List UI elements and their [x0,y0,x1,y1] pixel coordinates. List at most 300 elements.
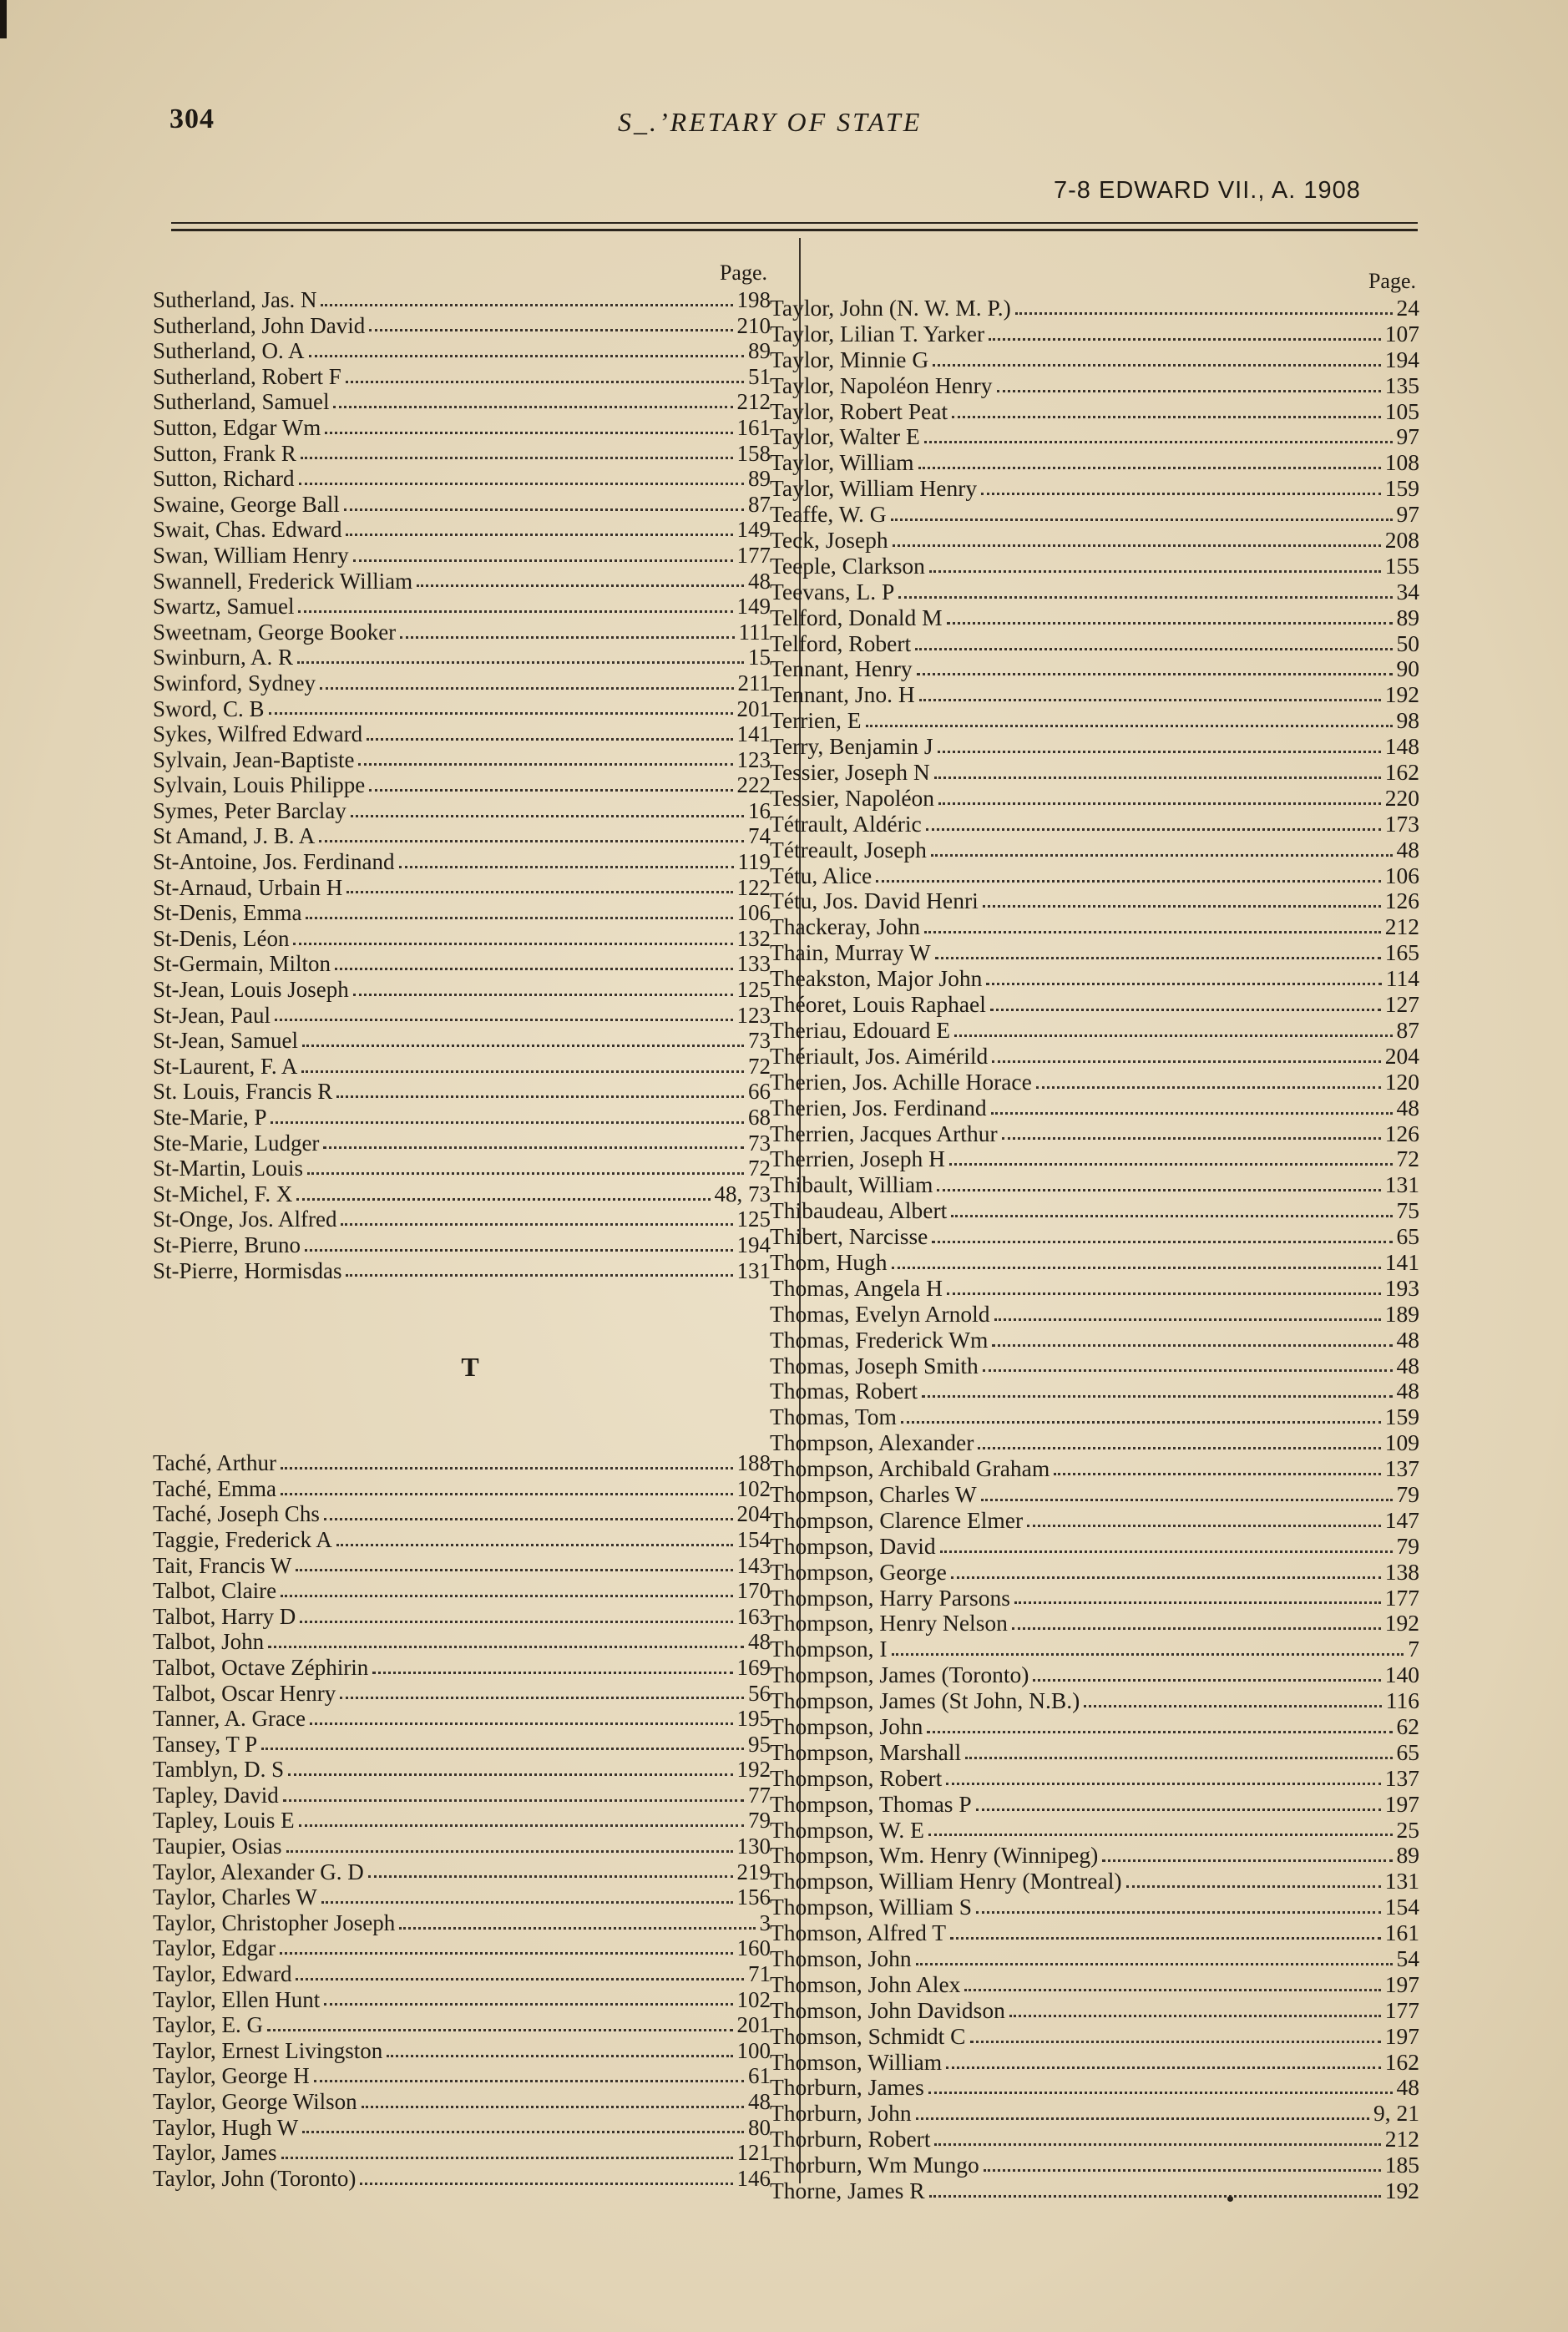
dot-leader [267,2029,733,2031]
index-entry [770,1095,1419,1121]
entry-name: Thompson, Robert [770,1764,943,1791]
index-entry [770,502,1419,528]
index-entry [770,1740,1419,1766]
index-entry [770,1636,1419,1662]
entry-page-numbers: 126 [1384,888,1419,914]
entry-page-numbers: 48 [1396,2074,1419,2101]
entry-name: Sykes, Wilfred Edward [153,721,363,747]
index-entry [770,1456,1419,1482]
dot-leader [307,1172,744,1175]
index-entry [153,1884,771,1910]
index-entry [153,2140,771,2166]
dot-leader [353,994,733,996]
dot-leader [986,983,1381,985]
entry-page-numbers: 3 [759,1910,771,1935]
s-entries-list [153,287,771,1283]
index-entry [153,620,771,645]
entry-page-numbers: 138 [1384,1558,1419,1585]
entry-page-numbers: 50 [1396,630,1419,656]
dot-leader [281,1493,732,1495]
entry-page-numbers: 79 [748,1808,771,1834]
index-entry [770,1044,1419,1070]
dot-leader [286,1850,733,1853]
dot-leader [399,866,734,868]
index-entry [770,1869,1419,1894]
index-entry [153,849,771,875]
entry-name: Tanner, A. Grace [153,1706,306,1732]
dot-leader [268,1646,744,1648]
entry-page-numbers: 87 [748,491,771,517]
page-column-heading: Page. [1368,269,1416,293]
entry-name: St-Martin, Louis [153,1156,303,1181]
dot-leader [991,1112,1393,1115]
dot-leader [965,1757,1392,1759]
dot-leader [362,2106,744,2108]
index-entry [770,656,1419,682]
dot-leader [919,699,1381,701]
index-entry [153,338,771,364]
entry-name: Taylor, James [153,2140,277,2166]
entry-page-numbers: 114 [1385,965,1419,992]
index-entry [770,1482,1419,1508]
entry-page-numbers: 154 [736,1526,771,1552]
entry-page-numbers: 132 [736,925,771,951]
dot-leader [302,2131,744,2133]
entry-page-numbers: 161 [1384,1920,1419,1946]
dot-leader [302,1045,744,1047]
dot-leader [399,1927,755,1930]
entry-page-numbers: 73 [748,1130,771,1156]
index-entry [770,708,1419,734]
entry-page-numbers: 102 [736,1986,771,2012]
entry-page-numbers: 119 [737,849,771,875]
dot-leader [933,364,1381,367]
index-entry [153,1501,771,1527]
entry-name: Taylor, William Henry [770,475,978,502]
entry-page-numbers: 165 [1384,939,1419,966]
entry-page-numbers: 48 [1396,1326,1419,1353]
entry-name: Terrien, E [770,707,862,734]
entry-name: Ste-Marie, P [153,1105,267,1130]
dot-leader [947,622,1393,625]
entry-name: Swan, William Henry [153,542,349,568]
index-entry [770,734,1419,760]
index-entry [770,682,1419,708]
entry-name: Telford, Donald M [770,604,943,630]
index-entry [770,347,1419,373]
dot-leader [323,1146,744,1149]
entry-page-numbers: 16 [748,797,771,823]
index-entry [770,992,1419,1018]
entry-name: Thorburn, John [770,2100,912,2127]
entry-page-numbers: 177 [1384,1584,1419,1611]
index-entry [153,543,771,569]
dot-leader [314,2080,744,2082]
entry-name: Tessier, Joseph N [770,759,930,786]
entry-page-numbers: 65 [1396,1223,1419,1250]
entry-page-numbers: 89 [748,466,771,492]
index-entry [153,2038,771,2064]
entry-name: Tapley, Louis E [153,1808,295,1834]
dot-leader [1012,1627,1381,1630]
entry-page-numbers: 163 [736,1603,771,1629]
index-entry [153,1732,771,1758]
dot-leader [1084,1705,1382,1707]
dot-leader [978,1447,1380,1449]
dot-leader [946,1783,1381,1785]
entry-name: Sutherland, Jas. N [153,287,317,312]
entry-name: Sutherland, Samuel [153,389,330,415]
entry-page-numbers: 159 [1384,475,1419,502]
entry-name: St-Laurent, F. A [153,1053,298,1079]
dot-leader [950,1937,1381,1940]
index-entry [770,1121,1419,1147]
entry-name: Teck, Joseph [770,527,888,554]
index-entry [153,1757,771,1783]
entry-name: Thompson, James (St John, N.B.) [770,1687,1080,1714]
dot-leader [310,1722,733,1725]
entry-name: Thompson, I [770,1636,888,1662]
index-entry [770,321,1419,347]
index-entry [153,1553,771,1579]
index-entry [153,1910,771,1936]
entry-name: Théoret, Louis Raphael [770,991,986,1018]
entry-name: Terry, Benjamin J [770,733,933,760]
index-entry [153,1131,771,1156]
entry-page-numbers: 61 [748,2063,771,2089]
entry-page-numbers: 146 [736,2165,771,2191]
dot-leader [951,1576,1381,1579]
dot-leader [1102,1859,1392,1862]
dot-leader [320,687,734,690]
dot-leader [346,381,744,383]
index-entry [153,1527,771,1553]
index-entry [770,424,1419,450]
dot-leader [1014,1601,1381,1604]
entry-name: Thomas, Frederick Wm [770,1326,989,1353]
entry-name: St-Michel, F. X [153,1181,293,1206]
dot-leader [984,2169,1381,2172]
dot-leader [932,1241,1392,1243]
dot-leader [1054,1473,1380,1475]
index-entry [770,812,1419,837]
entry-name: Therrien, Joseph H [770,1146,946,1172]
entry-page-numbers: 125 [736,1206,771,1232]
dot-leader [917,673,1393,675]
entry-page-numbers: 133 [736,951,771,977]
dot-leader [335,968,733,970]
entry-page-numbers: 148 [1384,733,1419,760]
entry-name: St-Denis, Emma [153,900,302,926]
entry-page-numbers: 25 [1396,1816,1419,1843]
index-entry [153,645,771,670]
dot-leader [351,815,744,817]
entry-page-numbers: 48 [1396,836,1419,862]
entry-name: Thomson, John Alex [770,1970,961,1997]
index-entry [770,1404,1419,1430]
entry-name: Thibaudeau, Albert [770,1197,948,1224]
entry-name: St Amand, J. B. A [153,823,316,849]
index-entry [153,517,771,543]
entry-name: Thom, Hugh [770,1248,888,1275]
dot-leader [916,2117,1369,2120]
entry-name: Thorburn, Wm Mungo [770,2152,979,2178]
index-entry [770,1328,1419,1353]
right-entries-list [770,296,1419,2204]
entry-name: Therrien, Jacques Arthur [770,1120,998,1146]
dot-leader [1027,1525,1381,1527]
entry-name: Tamblyn, D. S [153,1757,285,1783]
entry-name: Ste-Marie, Ludger [153,1130,320,1156]
entry-name: Theriau, Edouard E [770,1016,951,1043]
entry-page-numbers: 89 [1396,604,1419,630]
index-entry [153,1604,771,1630]
index-entry [770,1766,1419,1792]
entry-name: St. Louis, Francis R [153,1079,333,1105]
entry-page-numbers: 155 [1384,552,1419,579]
entry-name: St-Onge, Jos. Alfred [153,1206,337,1232]
dot-leader [299,483,745,485]
entry-name: Talbot, Harry D [153,1603,296,1629]
index-entry [153,2063,771,2089]
entry-name: Taylor, Minnie G [770,346,929,372]
entry-name: Taylor, Christopher Joseph [153,1910,396,1935]
dot-leader [353,559,733,562]
entry-page-numbers: 161 [736,414,771,440]
index-entry [153,1156,771,1181]
entry-name: Swinford, Sydney [153,670,316,696]
dot-leader [946,2066,1381,2069]
dot-leader [924,441,1393,443]
entry-name: Telford, Robert [770,630,912,656]
dot-leader [372,1672,732,1674]
index-entry [770,1378,1419,1404]
index-entry [153,287,771,313]
index-entry [770,914,1419,940]
dot-leader [876,880,1381,883]
entry-name: Taylor, E. G [153,2012,263,2038]
entry-page-numbers: 141 [1384,1248,1419,1275]
index-entry [770,1508,1419,1534]
entry-name: Swinburn, A. R [153,645,294,670]
dot-leader [321,1901,733,1904]
entry-name: Taylor, Edward [153,1961,292,1987]
dot-leader [928,2092,1393,2094]
entry-name: St-Pierre, Bruno [153,1232,301,1257]
entry-name: Taché, Arthur [153,1450,277,1476]
index-entry [153,492,771,518]
entry-name: Thorburn, James [770,2074,924,2101]
entry-name: St-Pierre, Hormisdas [153,1257,342,1283]
index-entry [770,1662,1419,1688]
dot-leader [866,725,1393,727]
index-entry [770,760,1419,786]
dot-leader [954,1034,1392,1037]
dot-leader [937,1189,1380,1191]
index-entry [770,605,1419,631]
entry-page-numbers: 71 [748,1961,771,1987]
dot-leader [1009,2015,1381,2017]
entry-page-numbers: 149 [736,594,771,620]
page-header [0,0,1568,250]
entry-page-numbers: 149 [736,517,771,543]
running-title: S_.’RETARY OF STATE [618,107,923,137]
dot-leader [261,1748,744,1750]
dot-leader [951,1215,1392,1217]
entry-page-numbers: 97 [1396,423,1419,450]
entry-name: Thorburn, Robert [770,2126,931,2152]
entry-page-numbers: 130 [736,1834,771,1859]
index-entry [770,1998,1419,2024]
entry-page-numbers: 211 [737,670,771,696]
dot-leader [983,1369,1393,1372]
dot-leader [981,493,1381,495]
t-entries-list [153,1450,771,2191]
entry-name: Thomas, Tom [770,1404,897,1430]
entry-name: Therien, Jos. Achille Horace [770,1068,1032,1095]
dot-leader [929,570,1381,573]
dot-leader [336,1544,733,1546]
entry-name: St-Jean, Paul [153,1002,271,1028]
entry-page-numbers: 194 [736,1232,771,1257]
entry-page-numbers: 74 [748,823,771,849]
dot-leader [297,661,744,664]
index-entry [153,747,771,773]
entry-name: Sylvain, Jean-Baptiste [153,746,355,772]
dot-leader [1126,1885,1381,1888]
index-entry [770,1302,1419,1328]
index-entry [153,466,771,492]
dot-leader [309,355,745,357]
entry-name: Thain, Murray W [770,939,931,966]
dot-leader [983,905,1381,908]
dot-leader [892,1653,1404,1656]
index-entry [153,1935,771,1961]
entry-name: Tennant, Henry [770,655,913,682]
entry-name: Swartz, Samuel [153,594,295,620]
entry-name: Taggie, Frederick A [153,1526,332,1552]
entry-name: Talbot, Octave Zéphirin [153,1654,369,1680]
entry-page-numbers: 170 [736,1578,771,1604]
entry-page-numbers: 95 [748,1731,771,1757]
index-entry [153,441,771,467]
dot-leader [306,917,732,919]
left-column [153,261,771,2191]
index-entry [770,631,1419,657]
index-entry [153,389,771,415]
entry-page-numbers: 135 [1384,372,1419,398]
entry-name: Taylor, Charles W [153,1884,317,1910]
entry-page-numbers: 204 [1384,1042,1419,1069]
dot-leader [916,1963,1393,1965]
entry-page-numbers: 77 [748,1782,771,1808]
index-entry [153,1834,771,1859]
index-entry [153,2012,771,2038]
dot-leader [934,2143,1380,2146]
entry-page-numbers: 116 [1385,1687,1419,1714]
dot-leader [369,789,732,792]
index-entry [153,1961,771,1987]
entry-name: Taylor, Ellen Hunt [153,1986,321,2012]
entry-page-numbers: 197 [1384,1790,1419,1817]
section-letter: T [461,1352,479,1383]
entry-name: St-Jean, Samuel [153,1028,298,1054]
dot-leader [1033,1679,1380,1682]
index-entry [153,670,771,696]
entry-page-numbers: 131 [1384,1171,1419,1198]
entry-name: Tétu, Jos. David Henri [770,888,979,914]
index-entry [770,2101,1419,2127]
dot-leader [952,416,1381,418]
dot-leader [938,751,1381,753]
dot-leader [336,1095,744,1098]
entry-page-numbers: 89 [748,338,771,364]
entry-name: Thomson, Alfred T [770,1920,947,1946]
dot-leader [997,390,1381,392]
entry-page-numbers: 87 [1396,1016,1419,1043]
entry-page-numbers: 169 [736,1654,771,1680]
entry-page-numbers: 106 [736,900,771,926]
entry-name: Tétu, Alice [770,862,873,888]
dot-leader [358,763,732,766]
dot-leader [387,2055,732,2057]
dot-leader [360,2183,732,2185]
header-rule-thick [171,229,1418,231]
page-number: 304 [169,104,215,134]
dot-leader [346,1274,732,1277]
dot-leader [298,610,732,613]
entry-page-numbers: 100 [736,2037,771,2063]
dot-leader [981,1499,1393,1501]
entry-page-numbers: 48 [1396,1094,1419,1120]
entry-name: Taupier, Osias [153,1834,282,1859]
entry-name: St-Antoine, Jos. Ferdinand [153,849,395,875]
dot-leader [915,648,1392,650]
dot-leader [935,957,1381,959]
entry-name: Taylor, George Wilson [153,2089,357,2114]
dot-leader [296,1198,710,1201]
entry-name: Thompson, Archibald Graham [770,1455,1050,1482]
entry-name: Taylor, John (Toronto) [153,2165,357,2191]
entry-page-numbers: 72 [1396,1146,1419,1172]
entry-name: Sweetnam, George Booker [153,619,397,645]
entry-name: Swait, Chas. Edward [153,517,342,543]
index-entry [770,1198,1419,1224]
dot-leader [989,338,1381,341]
dot-leader [970,2041,1381,2043]
dot-leader [1002,1137,1381,1140]
entry-page-numbers: 7 [1408,1636,1419,1662]
entry-name: Taylor, Robert Peat [770,397,948,424]
entry-page-numbers: 111 [738,619,771,645]
index-entry [153,415,771,441]
index-entry [153,1783,771,1808]
entry-name: Sutton, Edgar Wm [153,414,321,440]
entry-page-numbers: 222 [736,772,771,798]
dot-leader [927,1731,1392,1733]
entry-page-numbers: 158 [736,440,771,466]
dot-leader [994,1318,1381,1321]
dot-leader [368,1875,733,1878]
entry-page-numbers: 131 [1384,1868,1419,1894]
index-entry [770,450,1419,476]
entry-page-numbers: 48 [748,1629,771,1655]
dot-leader [893,544,1381,547]
right-column [770,269,1419,2204]
entry-page-numbers: 137 [1384,1764,1419,1791]
dot-leader [296,1569,732,1571]
index-entry [770,786,1419,812]
